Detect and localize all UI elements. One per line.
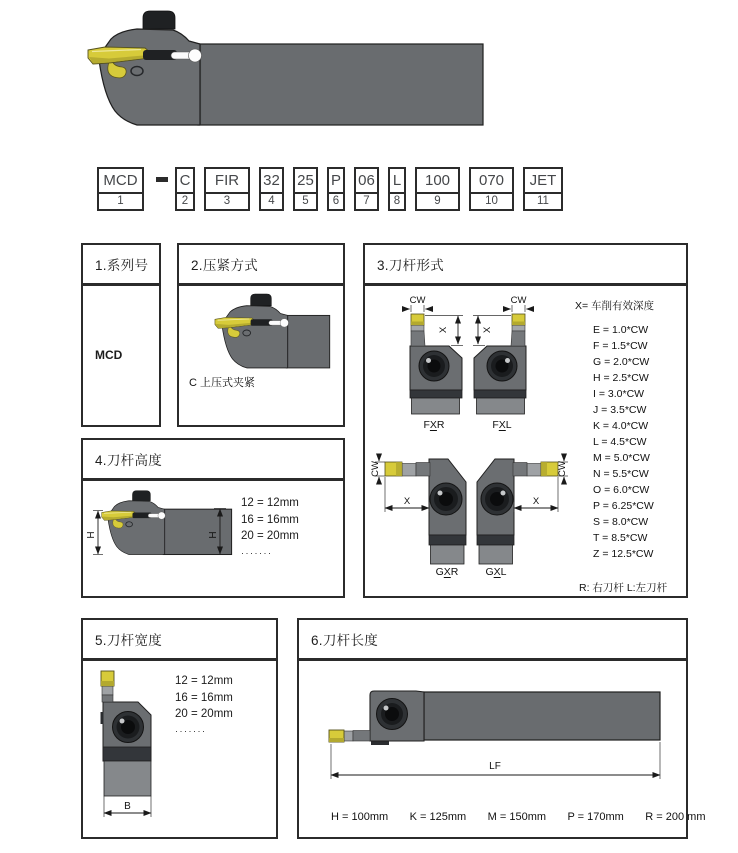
x-dim-label: X (438, 326, 449, 334)
section-box-length (297, 618, 706, 839)
pn-cell-6 (327, 167, 345, 211)
depth-item: Z = 12.5*CW (593, 548, 654, 560)
depth-item: O = 6.0*CW (593, 484, 650, 496)
length-illustration (319, 683, 669, 788)
depth-item: P = 6.25*CW (593, 500, 654, 512)
pn-value: C (177, 169, 193, 194)
size-option: 16 = 16mm (175, 691, 233, 704)
pn-index: 1 (117, 195, 124, 207)
depth-item: M = 5.0*CW (593, 452, 650, 464)
pn-cell-9 (415, 167, 460, 211)
length-option: K = 125mm (409, 811, 467, 823)
pn-index: 8 (393, 195, 401, 207)
depth-item: J = 3.5*CW (593, 404, 647, 416)
section-box-series (81, 243, 161, 427)
pn-value: FIR (206, 169, 248, 194)
form-label-fxl: FXL (492, 419, 512, 431)
section-box-height (81, 438, 345, 598)
section-box-forms (363, 243, 688, 598)
x-dim-label: X (482, 326, 493, 334)
pn-cell-4 (259, 167, 284, 211)
size-ellipsis: ······· (241, 547, 273, 558)
tool-holder-hero-illustration (85, 8, 485, 125)
pn-index: 10 (485, 195, 498, 207)
pn-index: 4 (268, 195, 275, 207)
section-title: 4.刀杆高度 (83, 440, 343, 481)
pn-value: L (390, 169, 404, 194)
h-dim-label: H (208, 531, 219, 539)
size-option: 20 = 20mm (175, 708, 233, 720)
cw-dim-label: CW (370, 461, 381, 477)
fxl-diagram (471, 294, 533, 416)
size-option: 12 = 12mm (241, 497, 299, 509)
pn-cell-3 (204, 167, 250, 211)
pn-index: 2 (181, 195, 189, 207)
cw-dim-label: CW (510, 295, 527, 306)
depth-item: F = 1.5*CW (593, 340, 648, 352)
pn-index: 9 (434, 195, 441, 207)
depth-item: S = 8.0*CW (593, 516, 649, 528)
cw-dim-label: CW (409, 295, 426, 306)
length-option: P = 170mm (567, 811, 624, 823)
cw-dim-label: CW (557, 461, 568, 477)
pn-cell-5 (293, 167, 318, 211)
length-option: R = 200 mm (645, 811, 706, 823)
gxr-diagram (370, 444, 474, 566)
pn-index: 7 (363, 195, 370, 207)
pn-value: 100 (417, 169, 458, 194)
b-dim-label: B (124, 801, 131, 812)
depth-item: G = 2.0*CW (593, 356, 650, 368)
width-sizes (175, 673, 233, 739)
hand-legend: R: 右刀杆 L:左刀杆 (579, 582, 668, 594)
height-sizes (241, 495, 299, 561)
lf-dim-label: LF (489, 761, 501, 772)
section-title: 6.刀杆长度 (299, 620, 686, 661)
size-option: 16 = 16mm (241, 513, 299, 526)
pn-cell-2 (175, 167, 195, 211)
x-dim-label: X (532, 496, 540, 507)
depth-item: H = 2.5*CW (593, 372, 649, 384)
x-dim-label: X (403, 496, 411, 507)
depth-note: X= 车削有效深度 (575, 300, 655, 312)
depth-item: I = 3.0*CW (593, 388, 645, 400)
size-ellipsis: ······· (175, 725, 207, 736)
pn-cell-1 (97, 167, 144, 211)
clamping-caption: C 上压式夹紧 (189, 377, 255, 389)
part-number-separator (156, 177, 168, 182)
form-label-gxr: GXR (435, 566, 459, 578)
section-title: 3.刀杆形式 (365, 245, 686, 286)
depth-item: N = 5.5*CW (593, 468, 649, 480)
pn-value: MCD (99, 169, 142, 194)
pn-index: 11 (537, 195, 549, 207)
form-label-gxl: GXL (485, 566, 507, 578)
pn-cell-10 (469, 167, 514, 211)
pn-value: 070 (471, 169, 512, 194)
pn-index: 3 (223, 195, 231, 207)
part-number-row (97, 167, 563, 211)
length-option: H = 100mm (331, 811, 389, 823)
depth-item: K = 4.0*CW (593, 420, 649, 432)
clamping-illustration (213, 292, 331, 368)
pn-cell-8 (388, 167, 406, 211)
pn-value: 06 (356, 169, 377, 194)
pn-value: P (329, 169, 343, 194)
section-title: 1.系列号 (83, 245, 159, 286)
pn-index: 5 (302, 195, 309, 207)
fxr-diagram (403, 294, 465, 416)
section-box-clamping (177, 243, 345, 427)
depth-item: L = 4.5*CW (593, 436, 647, 448)
length-option: M = 150mm (487, 811, 547, 823)
pn-value: JET (525, 169, 561, 194)
depth-item: E = 1.0*CW (593, 324, 649, 336)
width-illustration (95, 665, 167, 821)
pn-cell-7 (354, 167, 379, 211)
section-box-width (81, 618, 278, 839)
size-option: 12 = 12mm (175, 675, 233, 687)
form-label-fxr: FXR (423, 419, 445, 431)
length-options (331, 807, 706, 825)
size-option: 20 = 20mm (241, 530, 299, 542)
pn-cell-11 (523, 167, 563, 211)
pn-index: 6 (332, 195, 340, 207)
section-title: 5.刀杆宽度 (83, 620, 276, 661)
pn-value: 25 (295, 169, 316, 194)
depth-list (593, 322, 654, 562)
gxl-diagram (469, 444, 569, 566)
series-value: MCD (95, 348, 123, 362)
depth-item: T = 8.5*CW (593, 532, 648, 544)
section-title: 2.压紧方式 (179, 245, 343, 286)
pn-value: 32 (261, 169, 282, 194)
h-dim-label: H (86, 531, 97, 539)
